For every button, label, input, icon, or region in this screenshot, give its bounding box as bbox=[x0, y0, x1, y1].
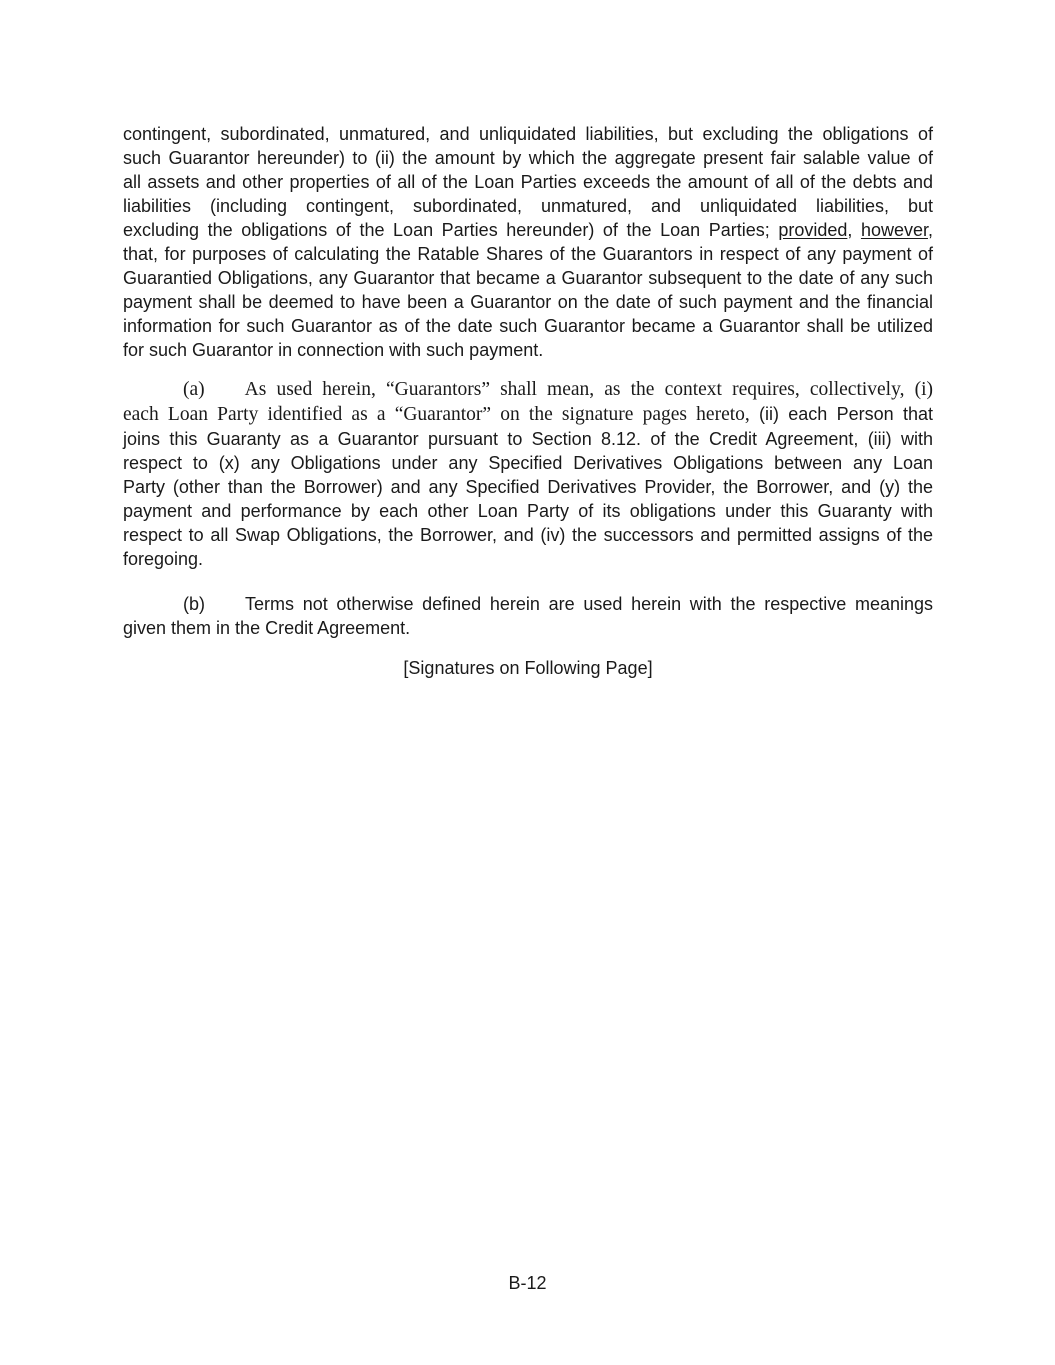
pb-line-1 bbox=[123, 592, 933, 616]
p1-line-5-text: excluding the obligations of the Loan Parties hereunder) of the Loan Parties; bbox=[123, 220, 779, 240]
signatures-note: [Signatures on Following Page] bbox=[403, 658, 653, 678]
pa-line-2 bbox=[123, 402, 933, 427]
p1-line-1: contingent, subordinated, unmatured, and unliquidated liabilities, but excluding the obligations of bbox=[123, 124, 933, 144]
pa-line-6: payment and performance by each other Loan Party of its obligations under this Guaranty with bbox=[123, 501, 933, 521]
pb-line-1-text: Terms not otherwise defined herein are used herein with the respective meanings bbox=[245, 594, 933, 614]
paragraph-a bbox=[123, 377, 933, 571]
pa-line-3: joins this Guaranty as a Guarantor pursuant to Section 8.12. of the Credit Agreement, (iii) with bbox=[123, 429, 933, 449]
paragraph-continued bbox=[123, 122, 933, 362]
p1-line-8: payment shall be deemed to have been a Guarantor on the date of such payment and the financial bbox=[123, 292, 933, 312]
p1-line-7: Guarantied Obligations, any Guarantor that became a Guarantor subsequent to the date of any such bbox=[123, 268, 933, 288]
p1-line-6: that, for purposes of calculating the Ratable Shares of the Guarantors in respect of any payment of bbox=[123, 244, 933, 264]
p1-line-5 bbox=[123, 218, 933, 242]
pa-line-8: foregoing. bbox=[123, 549, 204, 569]
p1-line-5-end: , bbox=[927, 220, 933, 240]
pa-line-1-text: As used herein, “Guarantors” shall mean, as the context requires, collectively, (i) bbox=[244, 379, 933, 400]
pa-line-7: respect to all Swap Obligations, the Borrower, and (iv) the successors and permitted assigns of the bbox=[123, 525, 933, 545]
pa-line-4: respect to (x) any Obligations under any Specified Derivatives Obligations between any Loan bbox=[123, 453, 933, 473]
p1-line-5-separator: , bbox=[847, 220, 861, 240]
paragraph-a-label: (a) bbox=[183, 379, 205, 400]
underlined-term-however: however bbox=[860, 220, 928, 240]
pa-line-1 bbox=[123, 377, 933, 402]
paragraph-b bbox=[123, 592, 933, 640]
p1-line-9: information for such Guarantor as of the date such Guarantor became a Guarantor shall be utilized bbox=[123, 316, 933, 336]
pa-line-2-sans-text: (ii) each Person that bbox=[758, 404, 933, 424]
p1-line-10: for such Guarantor in connection with such payment. bbox=[123, 340, 544, 360]
pa-line-2-serif-text: each Loan Party identified as a “Guarantor” on the signature pages hereto, bbox=[123, 404, 759, 425]
pa-line-5: Party (other than the Borrower) and any Specified Derivatives Provider, the Borrower, and (y) the bbox=[123, 477, 933, 497]
pb-line-2: given them in the Credit Agreement. bbox=[123, 618, 411, 638]
page-number: B-12 bbox=[508, 1273, 547, 1293]
text-block bbox=[123, 122, 933, 680]
underlined-term-provided: provided bbox=[778, 220, 848, 240]
p1-line-3: all assets and other properties of all of the Loan Parties exceeds the amount of all of the debts and bbox=[123, 172, 933, 192]
p1-line-2: such Guarantor hereunder) to (ii) the amount by which the aggregate present fair salable value of bbox=[123, 148, 933, 168]
paragraph-b-label: (b) bbox=[183, 594, 205, 614]
p1-line-4: liabilities (including contingent, subordinated, unmatured, and unliquidated liabilities, but bbox=[123, 196, 933, 216]
